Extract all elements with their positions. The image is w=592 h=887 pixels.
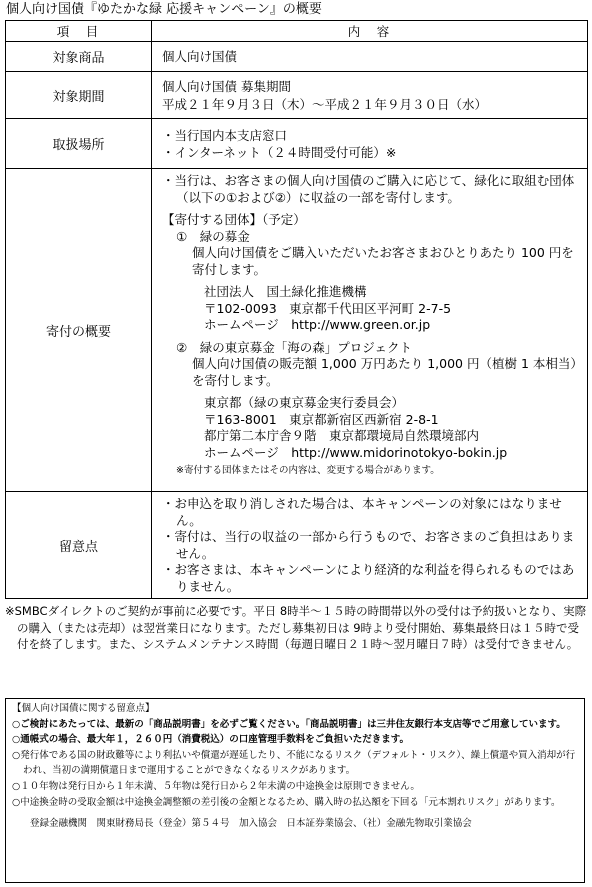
org2-desc: 個人向け国債の販売額 1,000 万円あたり 1,000 円（植樹 1 本相当）を寄付します。 <box>192 356 577 388</box>
org1-web: ホームページ http://www.green.or.jp <box>204 317 431 332</box>
row-period-label: 対象期間 <box>6 72 152 119</box>
row-product <box>6 42 588 72</box>
place-line-1: ・当行国内本支店窓口 <box>162 127 288 143</box>
caution-item-2: ・寄付は、当行の収益の一部から行うもので、お客さまのご負担はありません。 <box>162 529 575 561</box>
org1-desc: 個人向け国債をご購入いただいたお客さまおひとりあたり 100 円を寄付します。 <box>192 245 574 277</box>
row-caution-content <box>152 492 587 598</box>
row-donation-content <box>152 169 587 483</box>
caution-item-3: ・お客さまは、本キャンペーンにより経済的な利益を得られるものではありません。 <box>162 562 575 594</box>
smbc-direct-footnote <box>5 603 587 653</box>
table-header-row <box>6 21 588 42</box>
row-donation <box>6 169 588 492</box>
org2-dept: 都庁第二本庁舎９階 東京都環境局自然環境部内 <box>204 428 480 443</box>
caution-item-1: ・お申込を取り消しされた場合は、本キャンペーンの対象にはなりません。 <box>162 496 562 528</box>
notice-item-5: ○中途換金時の受取金額は中途換金調整額の差引後の金額となるため、購入時の払込額を下回る「元本割れリスク」があります。 <box>12 796 561 808</box>
row-place <box>6 119 588 169</box>
notice-item-3: ○発行体である国の財政難等により利払いや償還が遅延したり、不能になるリスク（デフォルト・リスク）、繰上償還や買入消却が行われ、当初の満期償還日まで運用することができなくなるリスクがあります。 <box>12 749 576 777</box>
row-donation-label: 寄付の概要 <box>6 169 152 492</box>
org1-address: 〒102-0093 東京都千代田区平河町 2-7-5 <box>204 300 452 316</box>
org2-web: ホームページ http://www.midorinotokyo-bokin.jp <box>204 444 508 460</box>
row-place-label: 取扱場所 <box>6 119 152 169</box>
place-line-2: ・インターネット（２４時間受付可能）※ <box>162 145 397 160</box>
row-product-value: 個人向け国債 <box>162 49 238 65</box>
org2-title: ② 緑の東京募金「海の森」プロジェクト <box>176 339 412 355</box>
row-place-content <box>152 123 587 165</box>
header-item: 項 目 <box>6 21 152 42</box>
org1-title: ① 緑の募金 <box>176 228 250 244</box>
document-title: 個人向け国債『ゆたかな緑 応援キャンペーン』の概要 <box>6 2 322 17</box>
row-caution <box>6 492 588 599</box>
notice-item-1: ○ご検討にあたっては、最新の「商品説明書」を必ずご覧ください。「商品説明書」は三井住友銀行本支店等でご用意しています。 <box>12 718 566 730</box>
org2-name: 東京都（緑の東京募金実行委員会） <box>204 395 405 410</box>
org2-address: 〒163-8001 東京都新宿区西新宿 2-8-1 <box>204 411 439 427</box>
notice-item-4: ○１０年物は発行日から１年未満、５年物は発行日から２年未満の中途換金は原則できません。 <box>12 780 420 792</box>
row-period <box>6 72 588 119</box>
donation-intro: ・当行は、お客さまの個人向け国債のご購入に応じて、緑化に取組む団体（以下の①および②）に収益の一部を寄付します。 <box>162 173 575 205</box>
overview-table <box>5 20 588 599</box>
notice-item-2: ○通帳式の場合、最大年１，２６０円（消費税込）の口座管理手数料をご負担いただきます。 <box>12 734 410 746</box>
period-line-1: 個人向け国債 募集期間 <box>162 79 291 94</box>
row-caution-label: 留意点 <box>6 492 152 599</box>
row-period-content <box>152 74 587 116</box>
org1-name: 社団法人 国土緑化推進機構 <box>204 284 367 299</box>
registration-info: 登録金融機関 関東財務局長（登金）第５４号 加入協会 日本証券業協会、（社）金融先物取引業協会 <box>30 818 472 830</box>
donation-change-note: ※寄付する団体またはその内容は、変更する場合があります。 <box>176 465 440 476</box>
footnote-text: ※SMBCダイレクトのご契約が事前に必要です。平日 8時半～１５時の時間帯以外の受付は予約扱いとなり、実際の購入（または売却）は翌営業日になります。ただし募集初日は 9時より受付開始、募集最終日は１５時で受付を終了します。また、システムメンテナンス時間（毎週日曜日２１時～翌月曜日７時）は受付できません。 <box>5 604 587 651</box>
period-line-2: 平成２１年９月３日（木）～平成２１年９月３０日（水） <box>162 96 488 112</box>
row-product-label: 対象商品 <box>6 42 152 72</box>
header-content: 内 容 <box>152 21 588 42</box>
donation-orgs-heading: 【寄付する団体】（予定） <box>162 212 306 227</box>
notice-heading: 【個人向け国債に関する留意点】 <box>12 703 155 714</box>
jgb-notice-box <box>5 698 585 883</box>
